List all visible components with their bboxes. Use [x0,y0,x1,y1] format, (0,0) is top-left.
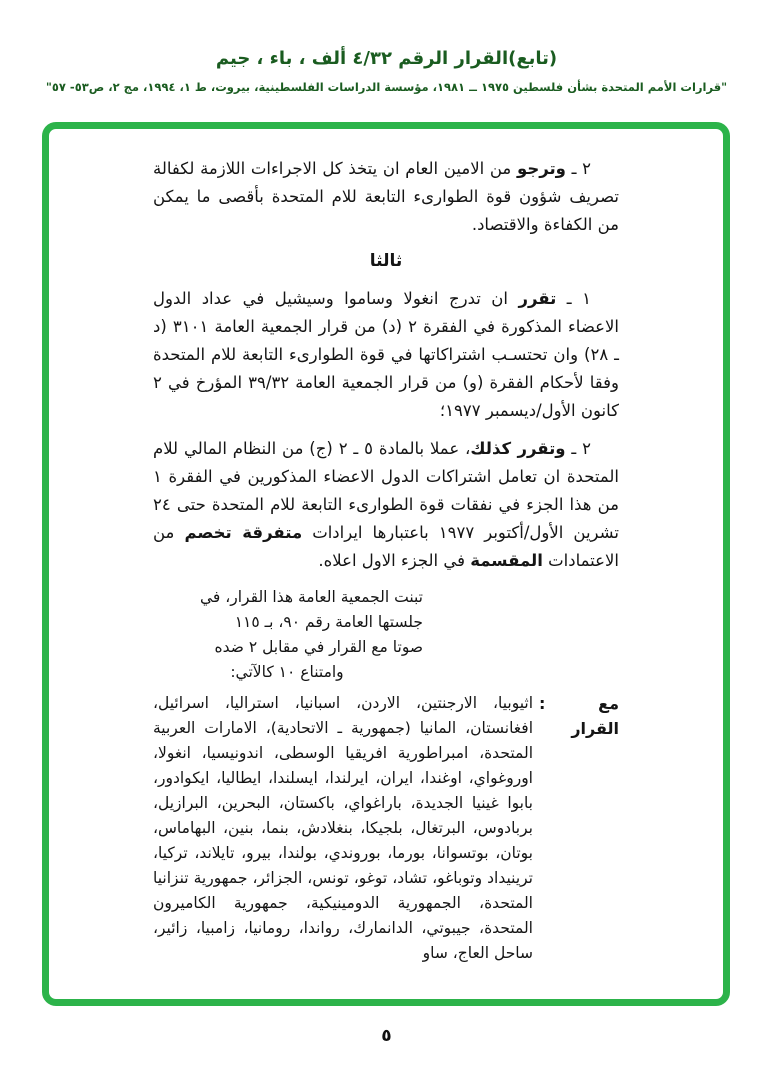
vote-label-text: مع القرار [571,694,619,738]
section-heading-third: ثالثا [369,251,403,271]
page-header [0,0,773,94]
resolution-text-column [153,155,619,966]
adoption-note-line: وامتناع ١٠ كالآتي: [230,663,344,681]
adoption-note-line: صوتا مع القرار في مقابل ٢ ضده [214,638,423,656]
source-citation: "قرارات الأمم المتحدة بشأن فلسطين ١٩٧٥ ــ ١٩٨١، مؤسسة الدراسات الفلسطينية، بيروت، ط ١، ١٩٩٤، مج ٢، ص٥٣- ٥٧" [45,80,728,94]
paragraph-third-1: ١ ـ تقرر ان تدرج انغولا وساموا وسيشيل في عداد الدول الاعضاء المذكورة في الفقرة ٢ (د) من قرار الجمعية العامة ٣١٠١ (د ـ ٢٨) وان تحتسـب اشتراكاتها في قوة الطوارىء التابعة للام المتحدة وفقا لأحكام الفقرة (و) من قرار الجمعية العامة ٣٩/٣٢ المؤرخ في ٢ كانون الأول/ديسمبر ١٩٧٧؛ [153,289,619,420]
document-title: (تابع)القرار الرقم ٤/٣٢ ألف ، باء ، جيم [215,48,558,69]
adoption-note-line: جلستها العامة رقم ٩٠، بـ ١١٥ [234,613,423,631]
paragraph-third-2: ٢ ـ وتقرر كذلك، عملا بالمادة ٥ ـ ٢ (ج) من النظام المالي للام المتحدة ان تعامل اشتراكات الدول الاعضاء المذكورين في الفقرة ١ من هذا الجزء في نفقات قوة الطوارىء التابعة للام المتحدة حتى ٢٤ تشرين الأول/أكتوبر ١٩٧٧ باعتبارها ايرادات متفرقة تخصم من الاعتمادات المقسمة في الجزء الاول اعلاه. [153,439,619,570]
vote-label-colon: : [539,694,546,713]
page-number: ٥ [381,1026,392,1046]
green-border-frame [42,122,730,1006]
vote-record-row [153,691,619,966]
vote-in-favour-label [533,691,619,966]
adoption-note [151,585,423,685]
adoption-note-line: تبنت الجمعية العامة هذا القرار، في [200,588,423,606]
paragraph-operative-2: ٢ ـ وترجو من الامين العام ان يتخذ كل الاجراءات اللازمة لكفالة تصريف شؤون قوة الطوارىء التابعة للام المتحدة بأقصى ما يمكن من الكفاءة والاقتصاد. [153,159,619,234]
vote-countries-list: اثيوبيا، الارجنتين، الاردن، اسبانيا، استراليا، اسرائيل، افغانستان، المانيا (جمهورية ـ الاتحادية)، الامارات العربية المتحدة، امبراطورية افريقيا الوسطى، اندونيسيا، انغولا، اوروغواي، اوغندا، ايران، ايرلندا، ايسلندا، ايطاليا، ايكوادور، بابوا غينيا الجديدة، باراغواي، باكستان، البحرين، البرازيل، بربادوس، البرتغال، بلجيكا، بنغلادش، بنما، بنين، البهاماس، بوتان، بوتسوانا، بورما، بوروندي، بولندا، بيرو، تايلاند، تركيا، ترينيداد وتوباغو، تشاد، توغو، تونس، الجزائر، جمهورية تنزانيا المتحدة، الجمهورية الدومينيكية، جمهورية الكاميرون المتحدة، جيبوتي، الدانمارك، رواندا، رومانيا، زامبيا، زائير، ساحل العاج، ساو [153,694,533,962]
